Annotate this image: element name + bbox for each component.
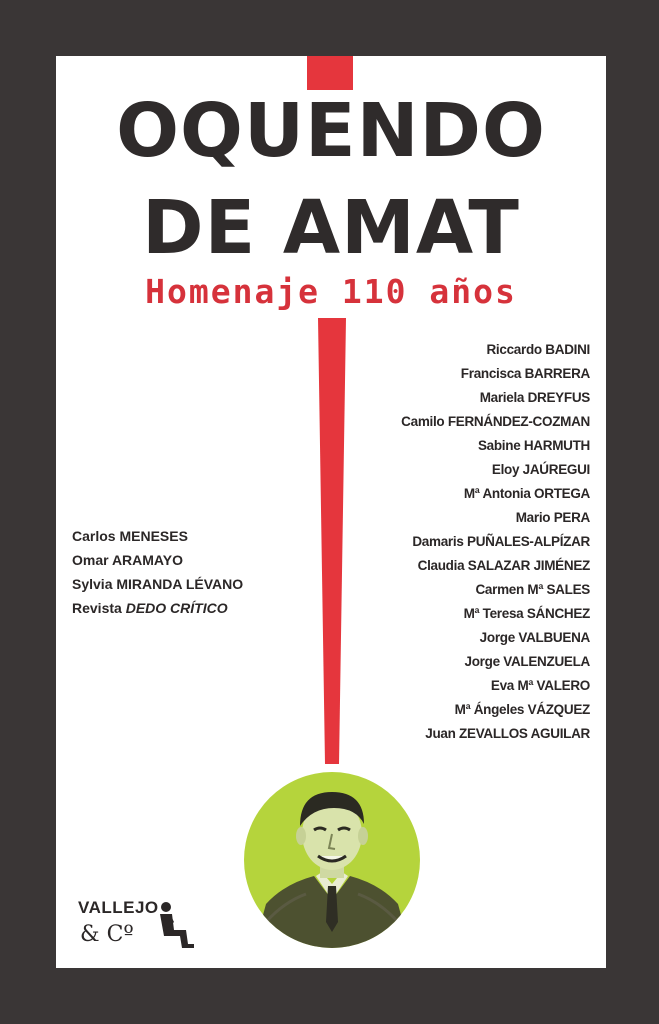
left-author: Carlos MENESES [72, 528, 188, 544]
contributor: Mª Teresa SÁNCHEZ [463, 606, 590, 621]
contributor: Eva Mª VALERO [490, 678, 590, 693]
magazine-name: DEDO CRÍTICO [125, 600, 228, 616]
contributor: Camilo FERNÁNDEZ-COZMAN [401, 414, 590, 429]
publisher-company: & Cº [80, 922, 134, 947]
contributor: Riccardo BADINI [486, 342, 590, 357]
left-author: Sylvia MIRANDA LÉVANO [72, 576, 244, 592]
contributor: Jorge VALENZUELA [464, 654, 590, 669]
left-author: Omar ARAMAYO [72, 552, 183, 568]
contributor: Mª Antonia ORTEGA [463, 486, 590, 501]
book-cover [56, 56, 606, 968]
contributor: Sabine HARMUTH [477, 438, 590, 453]
publisher-name: VALLEJO [78, 898, 159, 917]
contributor: Damaris PUÑALES-ALPÍZAR [412, 534, 590, 549]
contributor: Juan ZEVALLOS AGUILAR [425, 726, 590, 741]
red-accent-top [307, 56, 353, 90]
magazine-prefix: Revista [72, 600, 122, 616]
publisher-logo [78, 898, 208, 954]
contributors-list [290, 338, 590, 746]
subtitle: Homenaje 110 años [145, 272, 517, 311]
portrait-drawing [244, 772, 420, 948]
contributor: Eloy JAÚREGUI [491, 462, 590, 477]
contributor: Mª Ángeles VÁZQUEZ [454, 702, 590, 717]
contributor: Francisca BARRERA [460, 366, 590, 381]
contributor: Mariela DREYFUS [479, 390, 590, 405]
title-line-1: OQUENDO [116, 88, 546, 174]
contributor: Claudia SALAZAR JIMÉNEZ [417, 558, 590, 573]
contributor: Jorge VALBUENA [479, 630, 590, 645]
contributor: Carmen Mª SALES [475, 582, 590, 597]
seated-figure-icon [156, 900, 200, 950]
title-line-2: DE AMAT [142, 185, 520, 271]
magazine-credit [72, 596, 243, 620]
author-portrait-icon [244, 772, 420, 948]
left-authors-list [72, 524, 243, 620]
contributor: Mario PERA [515, 510, 590, 525]
